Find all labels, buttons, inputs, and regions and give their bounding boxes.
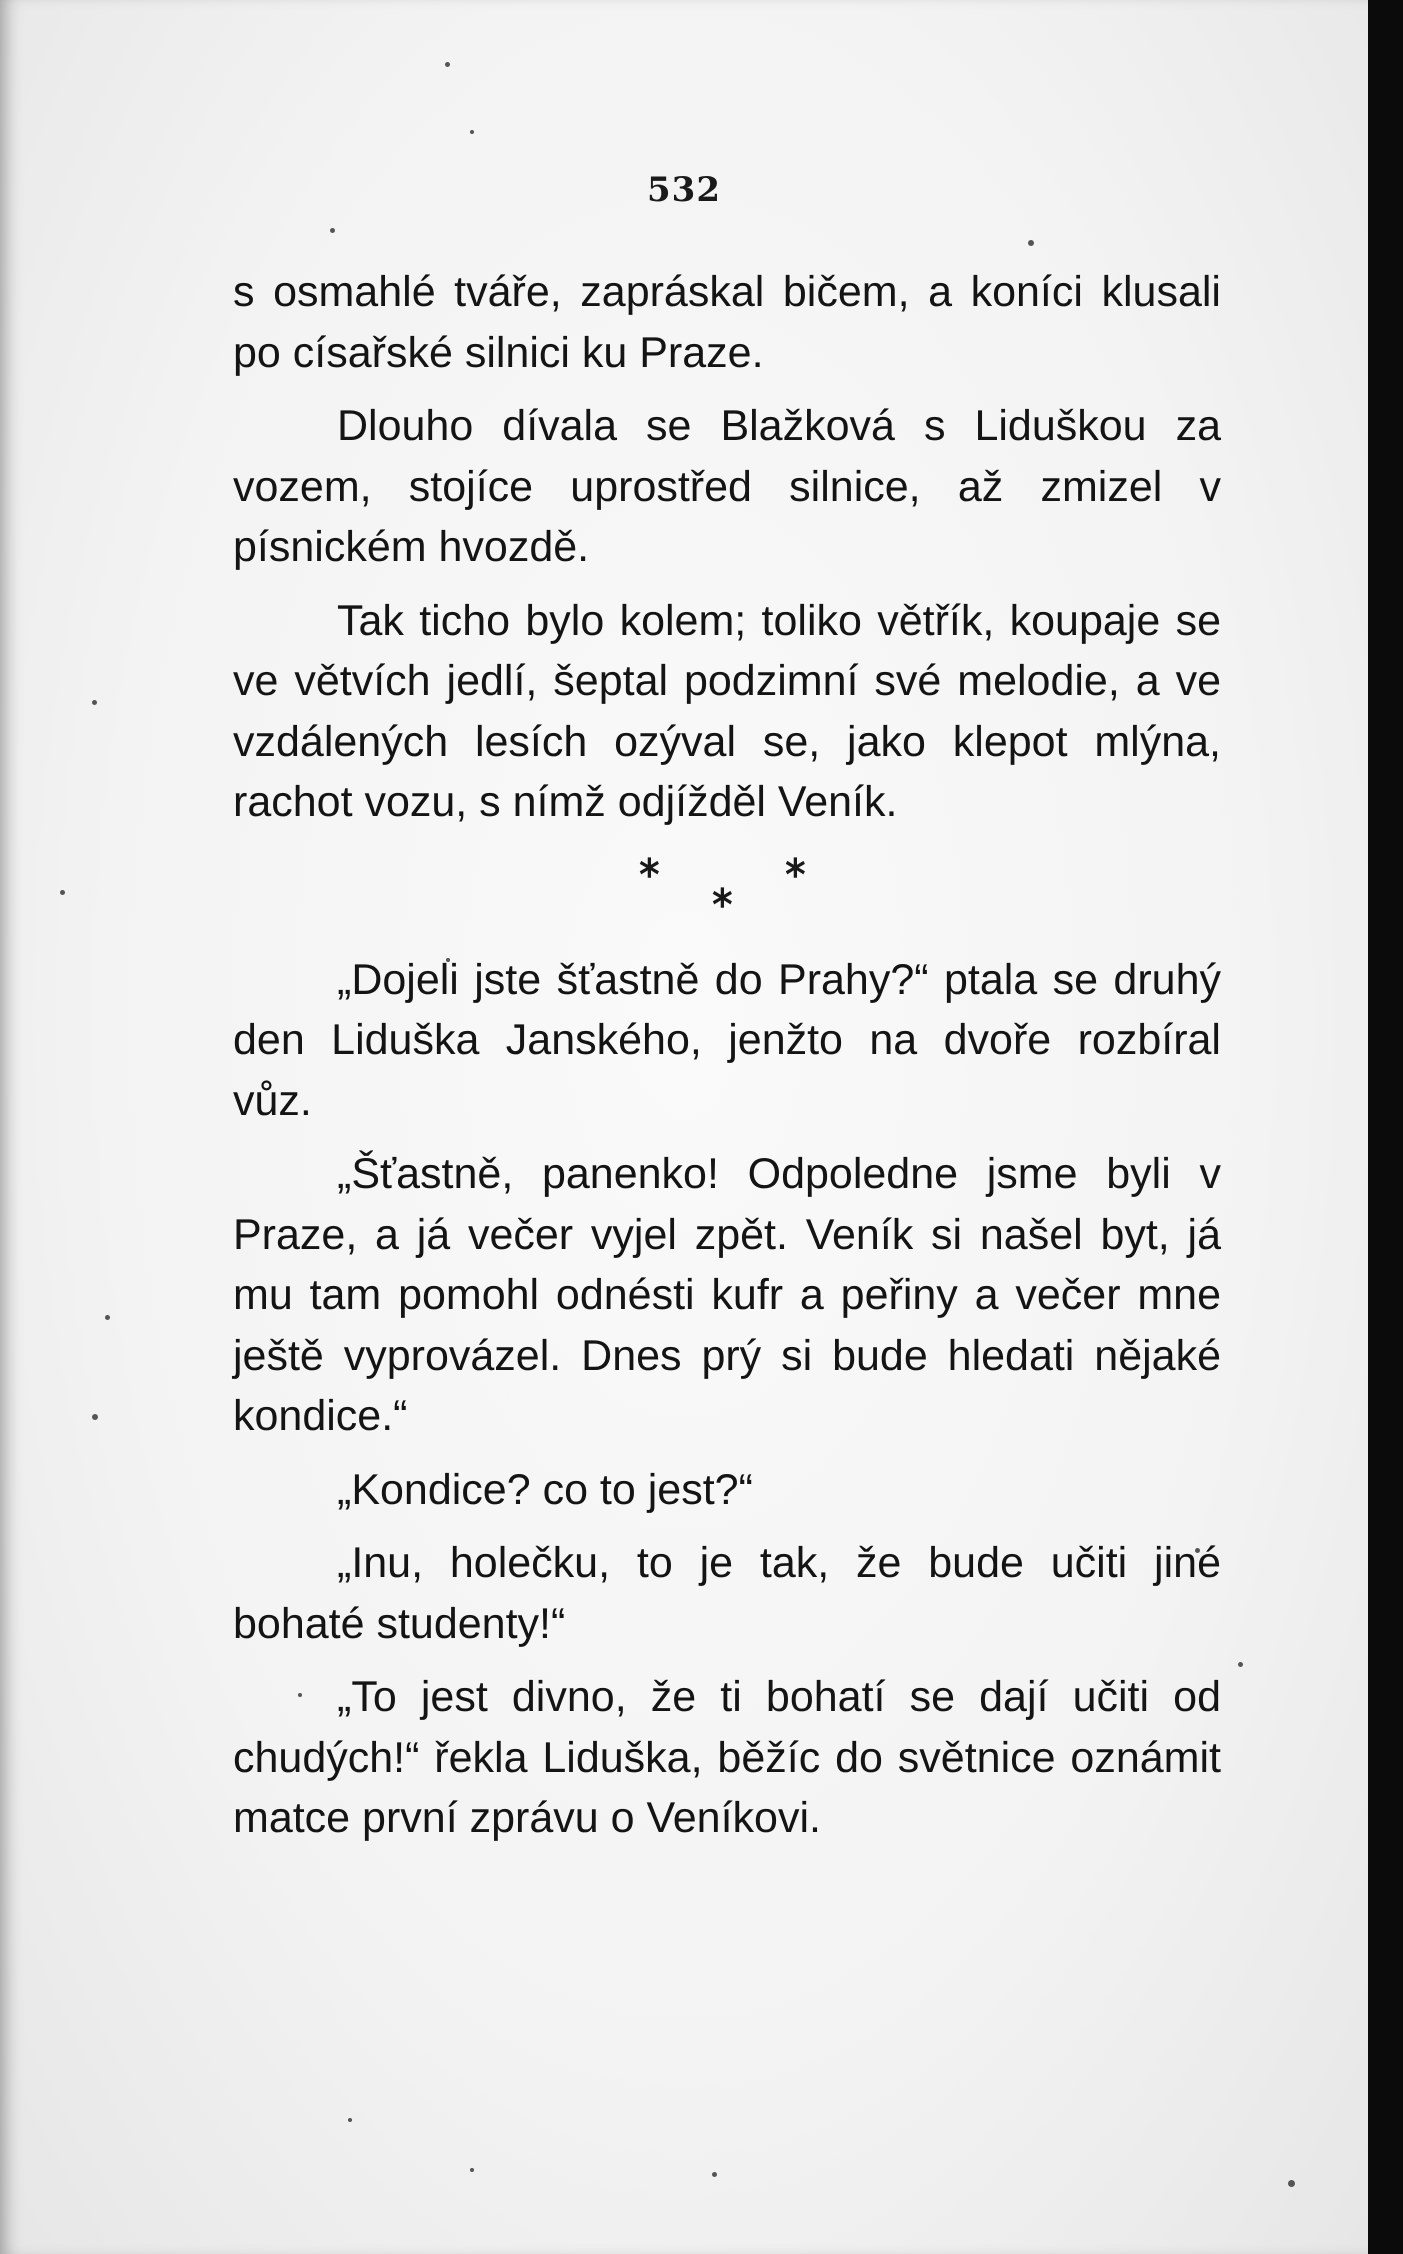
scan-speck bbox=[105, 1315, 110, 1320]
asterisk: * bbox=[639, 849, 660, 901]
dialogue-paragraph: „Dojeli jste šťastně do Prahy?“ ptala se druhý den Liduška Janského, jenžto na dvoře rozbíral vůz. bbox=[233, 955, 1221, 1125]
paragraph: Tak ticho bylo kolem; toliko větřík, koupaje se ve větvích jedlí, šeptal podzimní své melodie, a ve vzdálených lesích ozýval se, jako klepot mlýna, rachot vozu, s nímž odjížděl Veník. bbox=[233, 596, 1221, 826]
dialogue-paragraph: „Kondice? co to jest?“ bbox=[337, 1465, 753, 1514]
asterisk: * bbox=[785, 849, 806, 901]
scan-speck bbox=[92, 700, 97, 705]
scan-speck bbox=[712, 2172, 717, 2177]
scan-border bbox=[1368, 0, 1403, 2254]
scan-speck bbox=[348, 2118, 352, 2122]
section-separator bbox=[233, 846, 1221, 938]
scan-speck bbox=[1288, 2180, 1295, 2187]
asterisk: * bbox=[712, 879, 733, 931]
scan-speck bbox=[60, 890, 65, 895]
scan-speck bbox=[1028, 240, 1034, 246]
scan-speck bbox=[470, 2168, 474, 2172]
scan-speck bbox=[1238, 1662, 1243, 1667]
page-number: 532 bbox=[647, 170, 721, 210]
paragraph: Dlouho dívala se Blažková s Liduškou za vozem, stojíce uprostřed silnice, až zmizel v písnickém hvozdě. bbox=[233, 402, 1221, 571]
paragraph: s osmahlé tváře, zapráskal bičem, a koníci klusali po císařské silnici ku Praze. bbox=[233, 268, 1221, 377]
dialogue-paragraph: „Šťastně, panenko! Odpoledne jsme byli v Praze, a já večer vyjel zpět. Veník si našel byt, já mu tam pomohl odnésti kufr a peřiny a večer mne ještě vyprovázel. Dnes prý si bude hledati nějaké kondice.“ bbox=[233, 1150, 1221, 1440]
scan-speck bbox=[470, 130, 474, 134]
scan-speck bbox=[330, 228, 335, 233]
scan-speck bbox=[92, 1414, 98, 1420]
dialogue-paragraph: „Inu, holečku, to je tak, že bude učiti jiné bohaté studenty!“ bbox=[233, 1539, 1221, 1648]
body-text bbox=[233, 262, 1221, 1862]
dialogue-paragraph: „To jest divno, že ti bohatí se dají učiti od chudých!“ řekla Liduška, běžíc do světnice oznámit matce první zprávu o Veníkovi. bbox=[233, 1673, 1221, 1842]
scan-speck bbox=[445, 62, 450, 67]
